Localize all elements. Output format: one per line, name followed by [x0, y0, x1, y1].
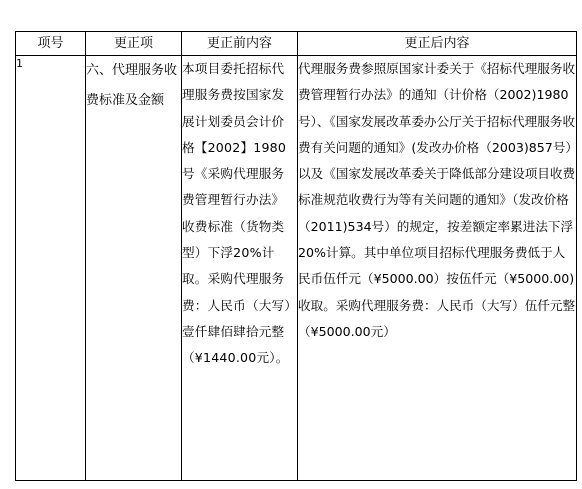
- content-after-text: 代理服务费参照原国家计委关于《招标代理服务收费管理暂行办法》的通知（计价格（2002)1980号）、《国家发展改革委办公厅关于招标代理服务收费有关问题的通知》(发改办价格（2003)857号）以及《国家发展改革委关于降低部分建设项目收费标准规范收费行为等有关问题的通知》（发改价格（2011)534号）的规定，按差额定率累进法下浮20%计算。其中单位项目招标代理服务费低于人民币伍仟元（¥5000.00）按伍仟元（¥5000.00)收取。采购代理服务费：人民币（大写）伍仟元整（¥5000.00元）: [298, 61, 576, 339]
- cell-correction-item: [86, 56, 182, 481]
- table-header-row: [16, 32, 577, 56]
- correction-table: [15, 31, 577, 481]
- item-number-text: 1: [16, 57, 23, 70]
- header-correction-item: 更正项: [86, 32, 182, 56]
- correction-item-text: 六、代理服务收费标准及金额: [86, 63, 178, 108]
- cell-content-before: [182, 56, 298, 481]
- table-row: [16, 56, 577, 481]
- cell-content-after: [298, 56, 577, 481]
- content-before-text: 本项目委托招标代理服务费按国家发展计划委员会计价格【2002】1980号《采购代理服务费管理暂行办法》收费标准（货物类型）下浮20%计取。采购代理服务费：人民币（大写）壹仟肆佰肆拾元整（¥1440.00元）。: [182, 61, 291, 366]
- header-item-number: 项号: [16, 32, 86, 56]
- header-content-after: 更正后内容: [298, 32, 577, 56]
- cell-item-number: [16, 56, 86, 481]
- header-content-before: 更正前内容: [182, 32, 298, 56]
